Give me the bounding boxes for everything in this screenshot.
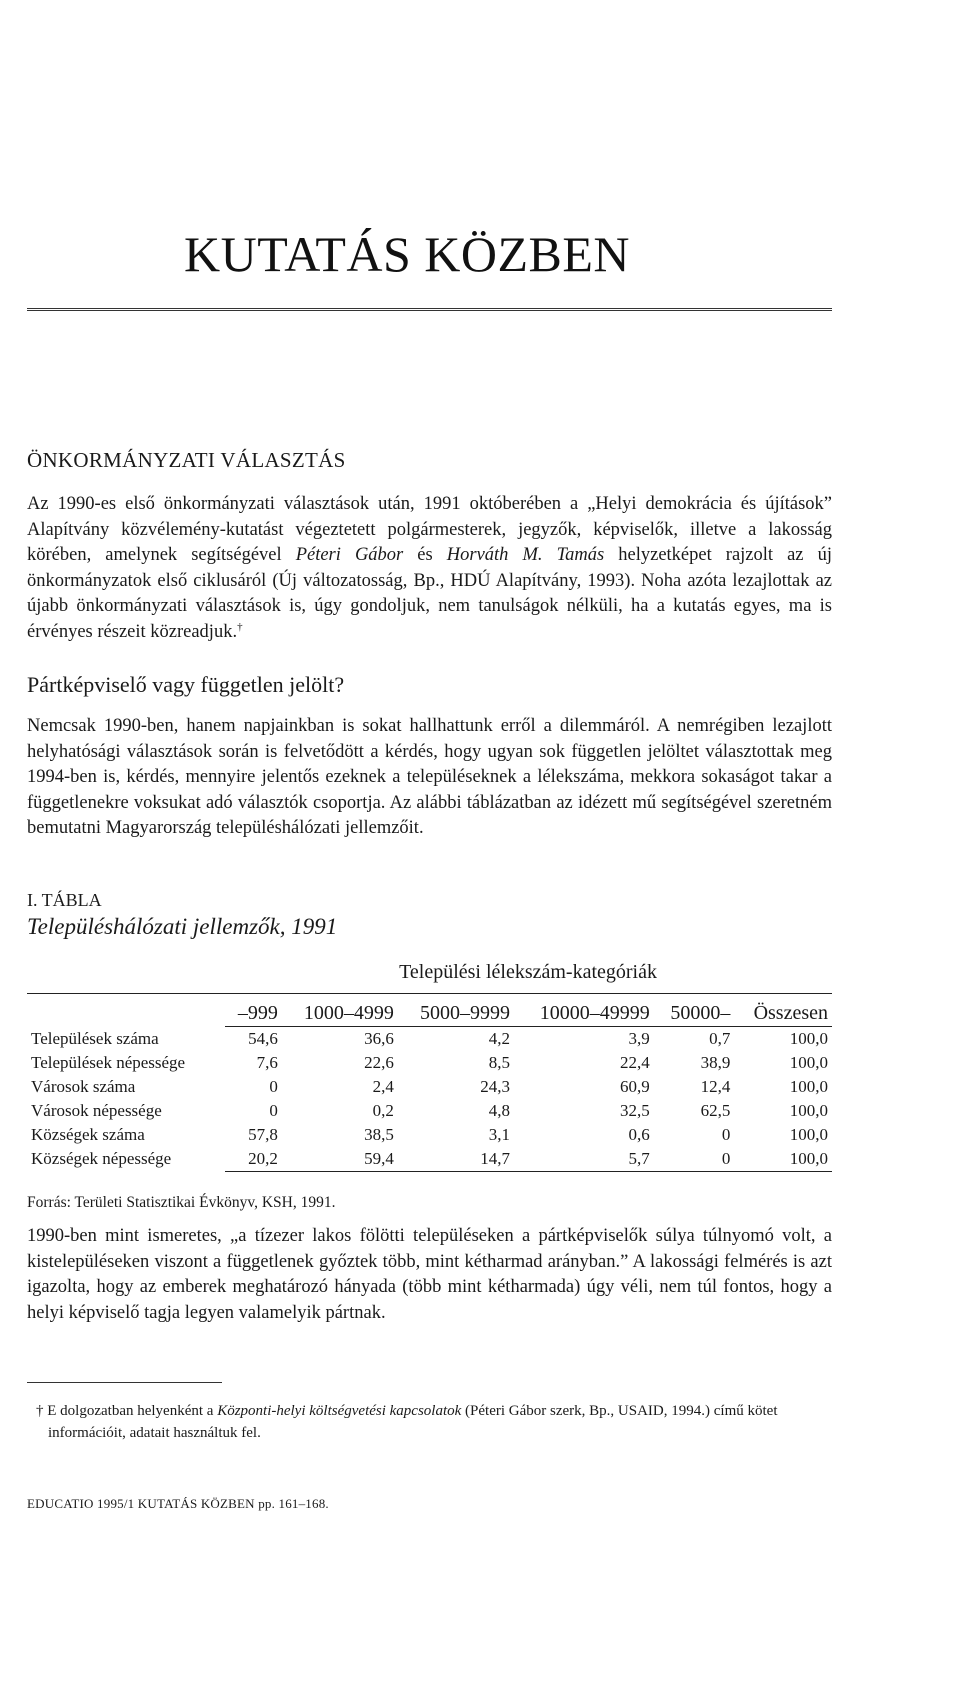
- table-cell: 38,9: [700, 1053, 731, 1072]
- table-source: Forrás: Területi Statisztikai Évkönyv, KSH, 1991.: [27, 1194, 336, 1211]
- table-column-header-row: [27, 994, 832, 1027]
- table-cell: 7,6: [256, 1053, 278, 1072]
- table-cell: 20,2: [225, 1147, 282, 1172]
- table-row: [27, 1147, 832, 1172]
- table-row: [27, 1099, 832, 1123]
- table-row: [27, 1051, 832, 1075]
- row-label: Városok népessége: [31, 1101, 162, 1120]
- intro-paragraph: [27, 492, 832, 645]
- table-group-header: Települési lélekszám-kategóriák: [27, 960, 832, 994]
- table-cell: 8,5: [488, 1053, 510, 1072]
- table-cell: 0: [654, 1147, 735, 1172]
- table-cell: 59,4: [282, 1147, 398, 1172]
- footnote-reference: †: [237, 620, 243, 633]
- footnote-book-title: Központi-helyi költségvetési kapcsolatok: [217, 1403, 462, 1419]
- table-cell: 60,9: [620, 1077, 650, 1096]
- table-cell: 62,5: [700, 1101, 731, 1120]
- row-label: Városok száma: [31, 1077, 136, 1096]
- column-header: 5000–9999: [398, 994, 514, 1027]
- footnote-mark: †: [36, 1403, 44, 1419]
- paragraph-results: 1990-ben mint ismeretes, „a tízezer lakos fölötti településeken a pártképviselők súlya túlnyomó volt, a kistelepüléseken viszont a függetlenek győztek több, mint kétharmad arányban.” A lakossági felmérés is azt igazolta, hogy az emberek meghatározó hányada (több mint kétharmada) úgy véli, nem túl fontos, hogy a helyi képviselő tagja legyen valamelyik pártnak.: [27, 1226, 832, 1323]
- table-cell: 0,6: [628, 1125, 650, 1144]
- section-heading: KUTATÁS KÖZBEN: [184, 226, 631, 282]
- row-label: Települések népessége: [31, 1053, 186, 1072]
- table-cell: 100,0: [789, 1053, 828, 1072]
- table-cell: 54,6: [248, 1029, 278, 1048]
- footnote: [36, 1400, 844, 1444]
- footnote-text-after: (Péteri Gábor szerk, Bp., USAID, 1994.) című kötet információit, adatait használtuk fel.: [48, 1403, 778, 1441]
- table-cell: 5,7: [514, 1147, 654, 1172]
- table-cell: 0,2: [372, 1101, 394, 1120]
- table-cell: 14,7: [398, 1147, 514, 1172]
- intro-text-part2: helyzetképet rajzolt az új önkormányzatok első ciklusáról (Új változatosság, Bp., HDÚ Alapítvány, 1993). Noha azóta lezajlottak az újabb önkormányzati választások is, úgy gondoljuk, nem tanulságok nélküli, ha a kutatás egyes, ma is érvényes részeit közreadjuk.: [27, 545, 832, 642]
- table-corner-cell: [27, 994, 225, 1027]
- table-cell: 0,7: [709, 1029, 731, 1048]
- table-row: [27, 1075, 832, 1099]
- table-cell: 100,0: [789, 1029, 828, 1048]
- table-cell: 12,4: [700, 1077, 731, 1096]
- subheading: Pártképviselő vagy független jelölt?: [27, 672, 345, 697]
- settlement-table: [27, 960, 832, 1172]
- table-cell: 38,5: [364, 1125, 394, 1144]
- article-title: ÖNKORMÁNYZATI VÁLASZTÁS: [27, 448, 346, 472]
- intro-text-part1: Az 1990-es első önkormányzati választások után, 1991 októberében a „Helyi demokrácia és újítások” Alapítvány közvélemény-kutatást végeztetett polgármesterek, jegyzők, képviselők, illetve a lakosság körében, amelynek segítségével: [27, 494, 832, 565]
- column-header: Összesen: [734, 994, 832, 1027]
- table-cell: 100,0: [789, 1125, 828, 1144]
- table-row: [27, 1027, 832, 1052]
- row-label: Községek száma: [31, 1125, 145, 1144]
- paragraph-dilemma: Nemcsak 1990-ben, hanem napjainkban is sokat hallhattunk erről a dilemmáról. A nemrégiben lezajlott helyhatósági választások során is felvetődött a kérdés, hogy ugyan sok független jelöltet választottak meg 1994-ben is, kérdés, mennyire jelentős ezeknek a településeknek a lélekszáma, mekkora sokaságot takar a függetlenekre voksukat adó választók csoportja. Az alábbi táblázatban az idézett mű segítségével szeretném bemutatni Magyarország településhálózati jellemzőit.: [27, 716, 832, 838]
- section-heading-rule: [27, 308, 832, 311]
- table-cell: 3,9: [628, 1029, 650, 1048]
- table-label: I. TÁBLA: [27, 890, 102, 910]
- intro-connector: és: [403, 545, 447, 565]
- column-header: 10000–49999: [514, 994, 654, 1027]
- table-group-header-row: [27, 960, 832, 994]
- table-cell: 0: [721, 1125, 731, 1144]
- table-title: Településhálózati jellemzők, 1991: [27, 914, 338, 939]
- table-cell: 100,0: [789, 1101, 828, 1120]
- table-cell: 36,6: [364, 1029, 394, 1048]
- footnote-rule: [27, 1382, 222, 1383]
- table-cell: 4,2: [488, 1029, 510, 1048]
- table-cell: 0: [269, 1077, 278, 1096]
- table-cell: 0: [269, 1101, 278, 1120]
- table-cell: 2,4: [372, 1077, 394, 1096]
- table-cell: 22,6: [364, 1053, 394, 1072]
- table-cell: 3,1: [488, 1125, 510, 1144]
- table-cell: 57,8: [248, 1125, 278, 1144]
- table-row: [27, 1123, 832, 1147]
- row-label: Községek népessége: [31, 1149, 172, 1169]
- column-header: 50000–: [654, 994, 735, 1027]
- intro-author-1: Péteri Gábor: [295, 545, 404, 565]
- column-header: –999: [225, 994, 282, 1027]
- table-cell: 100,0: [789, 1077, 828, 1096]
- table-cell: 22,4: [620, 1053, 650, 1072]
- journal-citation: EDUCATIO 1995/1 KUTATÁS KÖZBEN pp. 161–168.: [27, 1496, 329, 1511]
- column-header: 1000–4999: [282, 994, 398, 1027]
- intro-author-2: Horváth M. Tamás: [446, 545, 605, 565]
- table-cell: 100,0: [734, 1147, 832, 1172]
- table-cell: 4,8: [488, 1101, 510, 1120]
- footnote-text-before: E dolgozatban helyenként a: [43, 1403, 218, 1419]
- table-cell: 32,5: [620, 1101, 650, 1120]
- row-label: Települések száma: [31, 1028, 159, 1048]
- table-cell: 24,3: [480, 1077, 510, 1096]
